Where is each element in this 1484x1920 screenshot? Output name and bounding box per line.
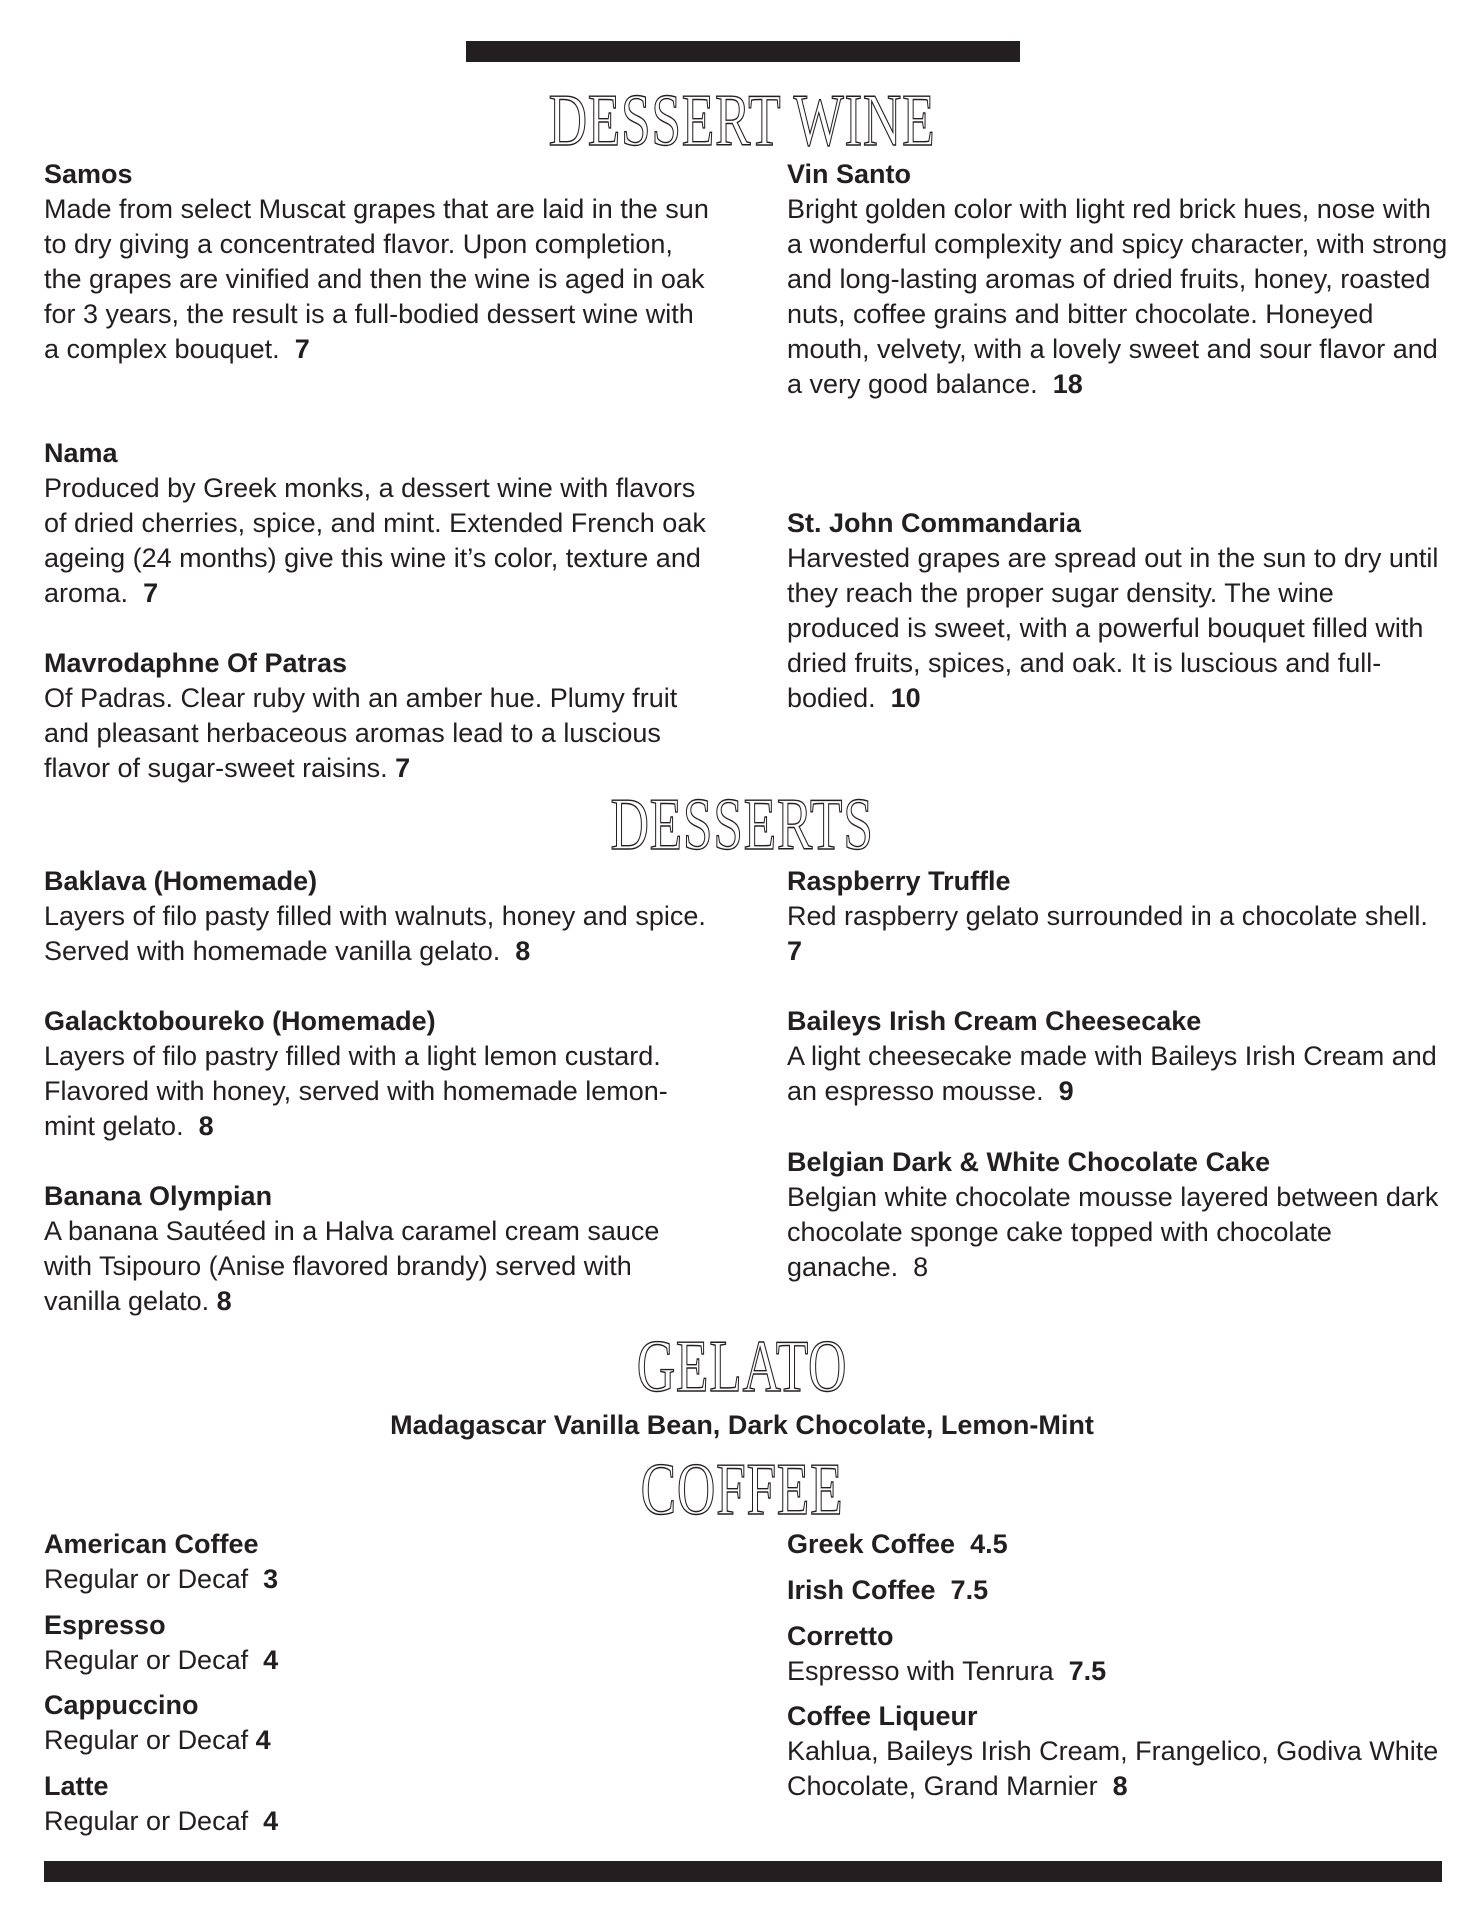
item-price: 8: [198, 1111, 214, 1141]
item-price: 4: [255, 1725, 271, 1755]
item-price: 7: [143, 578, 159, 608]
item-description: Belgian white chocolate mousse layered between dark chocolate sponge cake topped with chocolate ganache.: [787, 1182, 1439, 1282]
item-name: Greek Coffee: [787, 1529, 956, 1559]
item-description: Regular or Decaf: [44, 1806, 249, 1836]
item-price: 4: [263, 1645, 279, 1675]
item-price: 7: [787, 936, 803, 966]
menu-item: [787, 1699, 1452, 1804]
menu-item: [44, 864, 709, 969]
menu-item: [44, 1527, 709, 1597]
item-price: 4.5: [970, 1529, 1008, 1559]
menu-item: [787, 157, 1452, 402]
item-price: 7.5: [950, 1575, 989, 1605]
item-price: 9: [1058, 1076, 1074, 1106]
item-description: Made from select Muscat grapes that are laid in the sun to dry giving a concentrated flavor. Upon completion, the grapes are vinified and then the wine is aged in oak for 3 years, the result is a full-bodied dessert wine with a complex bouquet.: [44, 194, 709, 364]
item-description: Layers of filo pastry filled with a light lemon custard. Flavored with honey, served with homemade lemon-mint gelato.: [44, 1041, 668, 1141]
top-divider-bar: [466, 41, 1020, 62]
menu-item: [44, 646, 709, 786]
menu-item: [44, 157, 709, 367]
menu-item: [44, 1004, 709, 1144]
section-heading-gelato: GELATO: [636, 1326, 848, 1408]
item-name: Samos: [44, 159, 133, 189]
menu-item: [787, 1004, 1452, 1109]
section-heading-desserts: DESSERTS: [610, 784, 874, 866]
item-description: Regular or Decaf: [44, 1725, 249, 1755]
bottom-divider-bar: [44, 1861, 1442, 1882]
item-description: Kahlua, Baileys Irish Cream, Frangelico, Godiva White Chocolate, Grand Marnier: [787, 1736, 1439, 1801]
item-name: Coffee Liqueur: [787, 1701, 978, 1731]
gelato-flavors: Madagascar Vanilla Bean, Dark Chocolate, Lemon-Mint: [390, 1410, 1094, 1440]
item-description: Layers of filo pasty filled with walnuts, honey and spice. Served with homemade vanilla gelato.: [44, 901, 706, 966]
item-name: Baileys Irish Cream Cheesecake: [787, 1006, 1202, 1036]
item-price: 3: [263, 1564, 279, 1594]
item-name: Banana Olympian: [44, 1181, 273, 1211]
menu-item: [787, 1573, 1452, 1608]
item-price: 7: [395, 753, 411, 783]
item-name: Galacktoboureko (Homemade): [44, 1006, 436, 1036]
section-heading-coffee: COFFEE: [640, 1449, 844, 1531]
menu-item: [44, 1608, 709, 1678]
menu-item: [44, 1688, 709, 1758]
item-price: 8: [913, 1252, 929, 1282]
item-name: Nama: [44, 438, 118, 468]
item-name: Mavrodaphne Of Patras: [44, 648, 348, 678]
menu-item: [787, 1145, 1452, 1285]
item-description: Harvested grapes are spread out in the sun to dry until they reach the proper sugar density. The wine produced is sweet, with a powerful bouquet filled with dried fruits, spices, and oak. It is luscious and full-bodied.: [787, 543, 1439, 713]
item-description: Regular or Decaf: [44, 1645, 249, 1675]
item-price: 7: [294, 334, 310, 364]
item-name: American Coffee: [44, 1529, 259, 1559]
item-name: Raspberry Truffle: [787, 866, 1011, 896]
item-name: Irish Coffee: [787, 1575, 936, 1605]
item-price: 8: [1112, 1771, 1128, 1801]
item-price: 8: [216, 1286, 232, 1316]
item-description: A light cheesecake made with Baileys Irish Cream and an espresso mousse.: [787, 1041, 1437, 1106]
item-description: Espresso with Tenrura: [787, 1656, 1054, 1686]
item-description: Bright golden color with light red brick hues, nose with a wonderful complexity and spicy character, with strong and long-lasting aromas of dried fruits, honey, roasted nuts, coffee grains and bitter chocolate. Honeyed mouth, velvety, with a lovely sweet and sour flavor and a very good balance.: [787, 194, 1448, 399]
item-name: Vin Santo: [787, 159, 912, 189]
item-name: Baklava (Homemade): [44, 866, 318, 896]
item-name: Espresso: [44, 1610, 166, 1640]
menu-item: [44, 1179, 709, 1319]
item-description: Produced by Greek monks, a dessert wine with flavors of dried cherries, spice, and mint. Extended French oak ageing (24 months) give this wine it’s color, texture and aroma.: [44, 473, 706, 608]
menu-item: [787, 864, 1452, 969]
item-name: Belgian Dark & White Chocolate Cake: [787, 1147, 1271, 1177]
item-price: 10: [890, 683, 921, 713]
menu-item: [787, 1527, 1452, 1562]
item-price: 7.5: [1068, 1656, 1107, 1686]
item-name: St. John Commandaria: [787, 508, 1082, 538]
item-price: 4: [263, 1806, 279, 1836]
menu-item: [44, 436, 709, 611]
item-description: Regular or Decaf: [44, 1564, 249, 1594]
item-description: Red raspberry gelato surrounded in a chocolate shell.: [787, 901, 1428, 931]
section-heading-dessert-wine: DESSERT WINE: [548, 80, 936, 162]
item-description: A banana Sautéed in a Halva caramel cream sauce with Tsipouro (Anise flavored brandy) served with vanilla gelato.: [44, 1216, 660, 1316]
menu-item: [787, 506, 1452, 716]
item-price: 18: [1052, 369, 1083, 399]
item-name: Cappuccino: [44, 1690, 199, 1720]
menu-item: [787, 1619, 1452, 1689]
item-price: 8: [515, 936, 531, 966]
item-description: Of Padras. Clear ruby with an amber hue. Plumy fruit and pleasant herbaceous aromas lead to a luscious flavor of sugar-sweet raisins.: [44, 683, 678, 783]
item-name: Corretto: [787, 1621, 894, 1651]
menu-item: [44, 1769, 709, 1839]
item-name: Latte: [44, 1771, 109, 1801]
